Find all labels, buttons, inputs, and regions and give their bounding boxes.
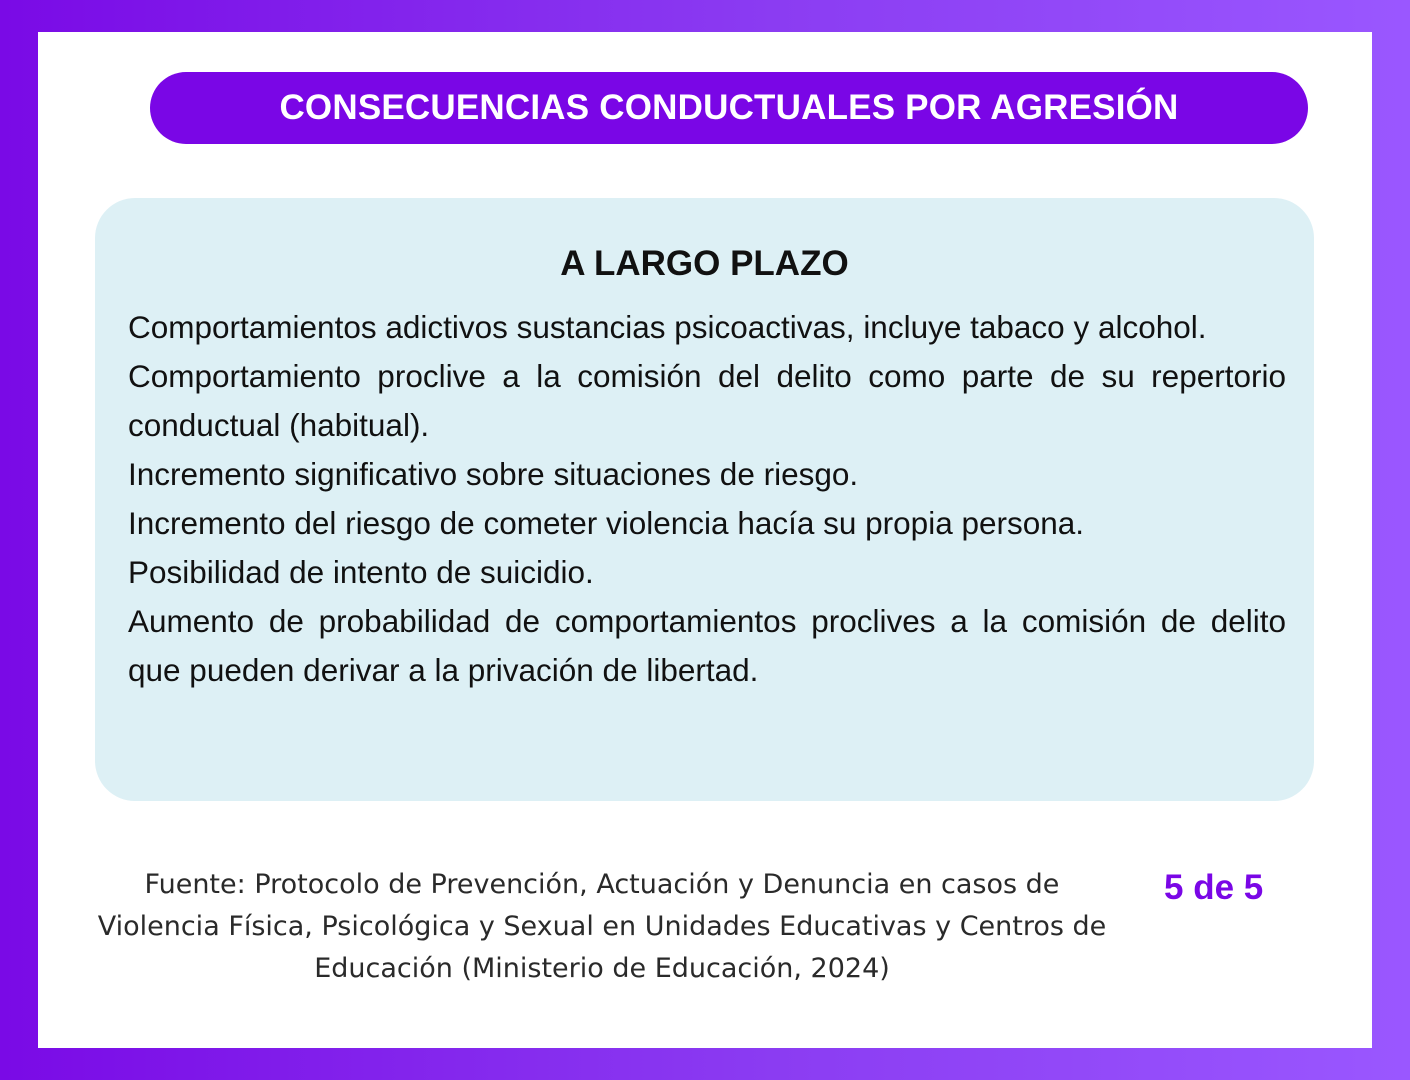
list-item: Posibilidad de intento de suicidio. [128,554,594,590]
list-item: Incremento del riesgo de cometer violencia hacía su propia persona. [128,505,1085,541]
list-item: Incremento significativo sobre situaciones de riesgo. [128,456,859,492]
slide-card [38,32,1372,1048]
consequence-list [128,303,1286,695]
page-indicator: 5 de 5 [1164,868,1264,907]
section-title: A LARGO PLAZO [560,244,849,283]
list-item: Comportamientos adictivos sustancias psicoactivas, incluye tabaco y alcohol. [128,309,1207,345]
list-item: Comportamiento proclive a la comisión del delito como parte de su repertorio conductual (habitual). [128,358,1286,443]
page-title: CONSECUENCIAS CONDUCTUALES POR AGRESIÓN [279,88,1179,127]
content-panel [95,198,1314,801]
title-banner [150,72,1308,144]
list-item: Aumento de probabilidad de comportamientos proclives a la comisión de delito que pueden derivar a la privación de libertad. [128,603,1286,688]
source-citation: Fuente: Protocolo de Prevención, Actuación y Denuncia en casos de Violencia Física, Psicológica y Sexual en Unidades Educativas y Centros de Educación (Ministerio de Educación, 2024) [97,869,1107,984]
